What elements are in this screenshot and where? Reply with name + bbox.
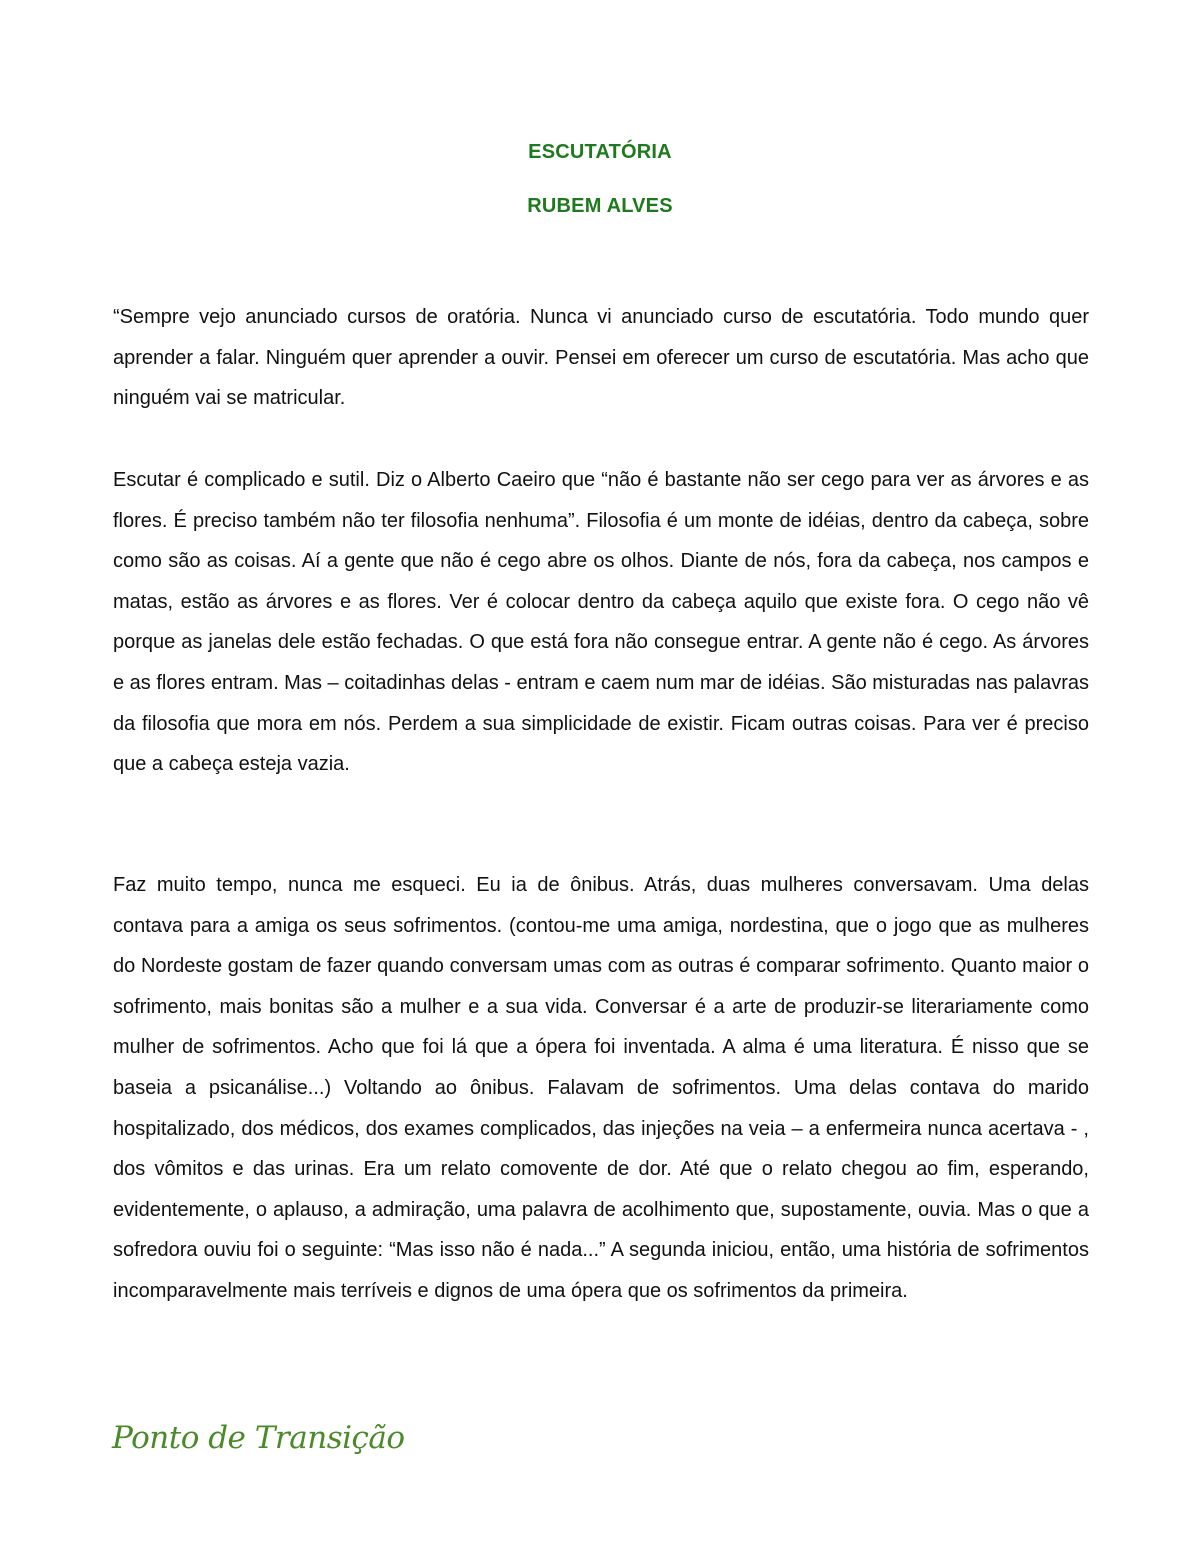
document-author: RUBEM ALVES	[527, 195, 673, 217]
document-title: ESCUTATÓRIA	[528, 141, 672, 163]
paragraph-2: Escutar é complicado e sutil. Diz o Alberto Caeiro que “não é bastante não ser cego para ver as árvores e as flores. É preciso também não ter filosofia nenhuma”. Filosofia é um monte de idéias, dentro da cabeça, sobre como são as coisas. Aí a gente que não é cego abre os olhos. Diante de nós, fora da cabeça, nos campos e matas, estão as árvores e as flores. Ver é colocar dentro da cabeça aquilo que existe fora. O cego não vê porque as janelas dele estão fechadas. O que está fora não consegue entrar. A gente não é cego. As árvores e as flores entram. Mas – coitadinhas delas - entram e caem num mar de idéias. São misturadas nas palavras da filosofia que mora em nós. Perdem a sua simplicidade de existir. Ficam outras coisas. Para ver é preciso que a cabeça esteja vazia.	[113, 469, 1090, 776]
paragraph-1: “Sempre vejo anunciado cursos de oratória. Nunca vi anunciado curso de escutatória. Todo mundo quer aprender a falar. Ninguém quer aprender a ouvir. Pensei em oferecer um curso de escutatória. Mas acho que ninguém vai se matricular.	[113, 306, 1089, 410]
footer-logo: Ponto de Transição	[112, 1420, 405, 1456]
paragraph-3: Faz muito tempo, nunca me esqueci. Eu ia de ônibus. Atrás, duas mulheres conversavam. Uma delas contava para a amiga os seus sofrimentos. (contou-me uma amiga, nordestina, que o jogo que as mulheres do Nordeste gostam de fazer quando conversam umas com as outras é comparar sofrimento. Quanto maior o sofrimento, mais bonitas são a mulher e a sua vida. Conversar é a arte de produzir-se literariamente como mulher de sofrimentos. Acho que foi lá que a ópera foi inventada. A alma é uma literatura. É nisso que se baseia a psicanálise...) Voltando ao ônibus. Falavam de sofrimentos. Uma delas contava do marido hospitalizado, dos médicos, dos exames complicados, das injeções na veia – a enfermeira nunca acertava - , dos vômitos e das urinas. Era um relato comovente de dor. Até que o relato chegou ao fim, esperando, evidentemente, o aplauso, a admiração, uma palavra de acolhimento que, supostamente, ouvia. Mas o que a sofredora ouviu foi o seguinte: “Mas isso não é nada...” A segunda iniciou, então, uma história de sofrimentos incomparavelmente mais terríveis e dignos de uma ópera que os sofrimentos da primeira.	[113, 874, 1089, 1302]
